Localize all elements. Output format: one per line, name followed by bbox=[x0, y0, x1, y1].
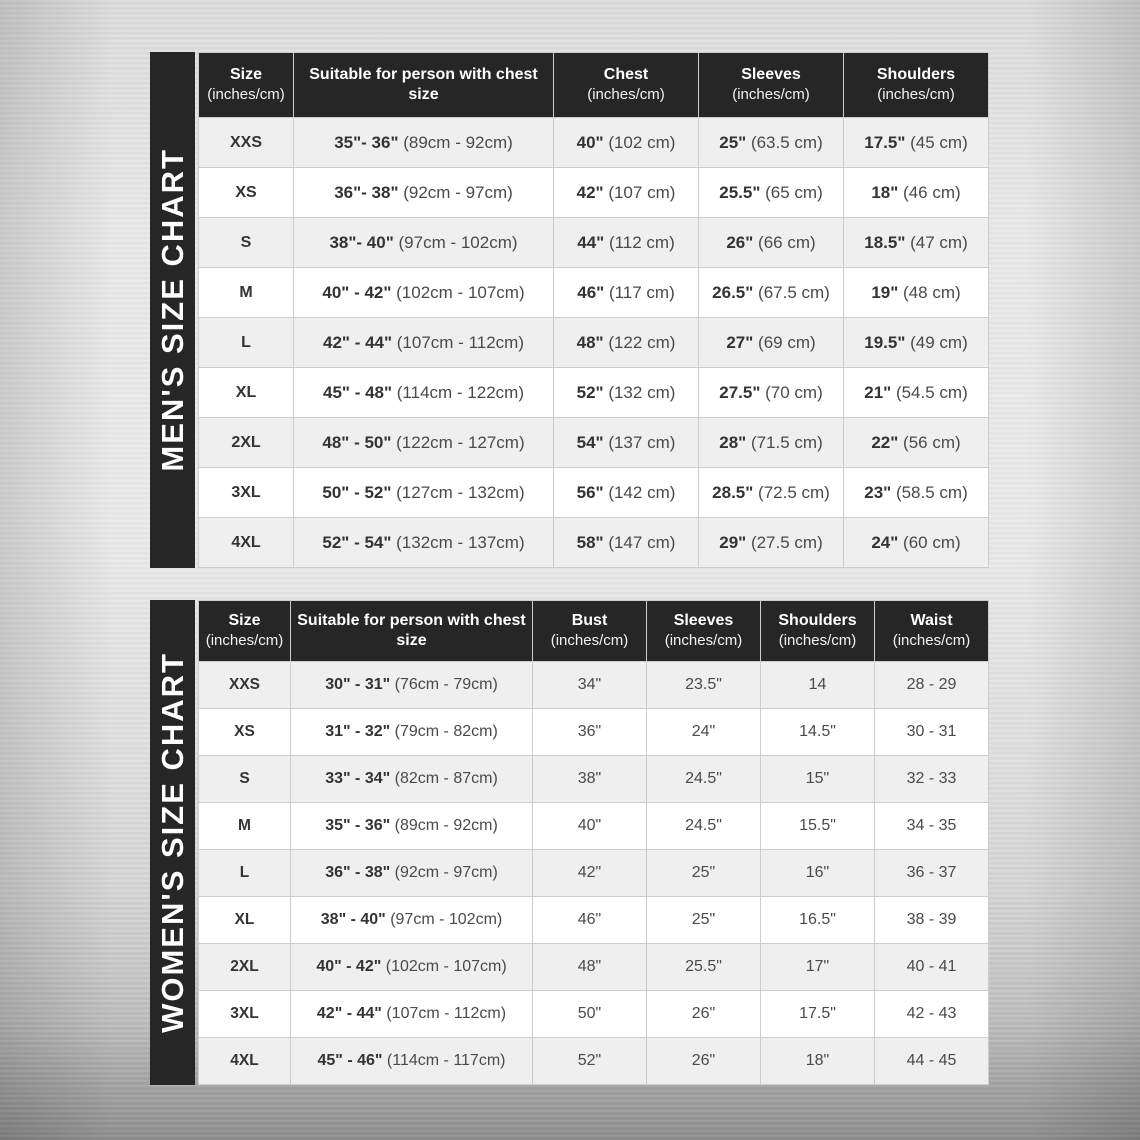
womens-l-size: L bbox=[199, 850, 291, 897]
womens-xs-fit: 31" - 32" (79cm - 82cm) bbox=[291, 709, 533, 756]
mens-l-size: L bbox=[199, 318, 294, 368]
mens-table-header-row bbox=[199, 53, 989, 118]
mens-row-3xl bbox=[199, 468, 989, 518]
womens-l-shoulders: 16" bbox=[761, 850, 875, 897]
womens-row-l bbox=[199, 850, 989, 897]
womens-xs-shoulders: 14.5" bbox=[761, 709, 875, 756]
womens-xs-sleeves: 24" bbox=[647, 709, 761, 756]
mens-header-sleeves: Sleeves (inches/cm) bbox=[699, 53, 844, 118]
mens-l-sleeves: 27" (69 cm) bbox=[699, 318, 844, 368]
mens-row-xxs bbox=[199, 118, 989, 168]
mens-row-l bbox=[199, 318, 989, 368]
mens-row-s bbox=[199, 218, 989, 268]
mens-xxs-shoulders: 17.5" (45 cm) bbox=[844, 118, 989, 168]
mens-xl-sleeves: 27.5" (70 cm) bbox=[699, 368, 844, 418]
womens-3xl-waist: 42 - 43 bbox=[875, 991, 989, 1038]
womens-3xl-shoulders: 17.5" bbox=[761, 991, 875, 1038]
mens-s-shoulders: 18.5" (47 cm) bbox=[844, 218, 989, 268]
womens-xl-waist: 38 - 39 bbox=[875, 897, 989, 944]
mens-3xl-sleeves: 28.5" (72.5 cm) bbox=[699, 468, 844, 518]
womens-row-3xl bbox=[199, 991, 989, 1038]
womens-xxs-waist: 28 - 29 bbox=[875, 662, 989, 709]
mens-xs-chest: 42" (107 cm) bbox=[554, 168, 699, 218]
womens-xl-sleeves: 25" bbox=[647, 897, 761, 944]
womens-3xl-fit: 42" - 44" (107cm - 112cm) bbox=[291, 991, 533, 1038]
mens-xl-fit: 45" - 48" (114cm - 122cm) bbox=[294, 368, 554, 418]
mens-4xl-chest: 58" (147 cm) bbox=[554, 518, 699, 568]
womens-header-bust: Bust (inches/cm) bbox=[533, 601, 647, 662]
womens-xxs-fit: 30" - 31" (76cm - 79cm) bbox=[291, 662, 533, 709]
mens-xxs-chest: 40" (102 cm) bbox=[554, 118, 699, 168]
womens-2xl-bust: 48" bbox=[533, 944, 647, 991]
womens-l-bust: 42" bbox=[533, 850, 647, 897]
womens-m-size: M bbox=[199, 803, 291, 850]
mens-row-2xl bbox=[199, 418, 989, 468]
womens-2xl-sleeves: 25.5" bbox=[647, 944, 761, 991]
mens-xl-shoulders: 21" (54.5 cm) bbox=[844, 368, 989, 418]
womens-xl-shoulders: 16.5" bbox=[761, 897, 875, 944]
womens-header-waist: Waist (inches/cm) bbox=[875, 601, 989, 662]
womens-2xl-fit: 40" - 42" (102cm - 107cm) bbox=[291, 944, 533, 991]
womens-header-shoulders: Shoulders (inches/cm) bbox=[761, 601, 875, 662]
mens-m-sleeves: 26.5" (67.5 cm) bbox=[699, 268, 844, 318]
mens-xs-size: XS bbox=[199, 168, 294, 218]
womens-4xl-waist: 44 - 45 bbox=[875, 1038, 989, 1085]
mens-l-chest: 48" (122 cm) bbox=[554, 318, 699, 368]
womens-l-fit: 36" - 38" (92cm - 97cm) bbox=[291, 850, 533, 897]
mens-4xl-size: 4XL bbox=[199, 518, 294, 568]
womens-header-sleeves: Sleeves (inches/cm) bbox=[647, 601, 761, 662]
mens-row-4xl bbox=[199, 518, 989, 568]
mens-header-fit: Suitable for person with chest size bbox=[294, 53, 554, 118]
mens-header-chest: Chest (inches/cm) bbox=[554, 53, 699, 118]
mens-chart-title: MEN'S SIZE CHART bbox=[154, 148, 190, 472]
mens-s-chest: 44" (112 cm) bbox=[554, 218, 699, 268]
womens-2xl-size: 2XL bbox=[199, 944, 291, 991]
womens-l-sleeves: 25" bbox=[647, 850, 761, 897]
womens-row-s bbox=[199, 756, 989, 803]
mens-header-shoulders: Shoulders (inches/cm) bbox=[844, 53, 989, 118]
mens-row-xs bbox=[199, 168, 989, 218]
mens-xxs-sleeves: 25" (63.5 cm) bbox=[699, 118, 844, 168]
womens-xl-fit: 38" - 40" (97cm - 102cm) bbox=[291, 897, 533, 944]
womens-header-fit: Suitable for person with chest size bbox=[291, 601, 533, 662]
womens-s-size: S bbox=[199, 756, 291, 803]
mens-header-size: Size (inches/cm) bbox=[199, 53, 294, 118]
womens-size-table bbox=[198, 600, 989, 1085]
mens-3xl-chest: 56" (142 cm) bbox=[554, 468, 699, 518]
mens-s-fit: 38"- 40" (97cm - 102cm) bbox=[294, 218, 554, 268]
mens-2xl-sleeves: 28" (71.5 cm) bbox=[699, 418, 844, 468]
womens-row-2xl bbox=[199, 944, 989, 991]
womens-s-fit: 33" - 34" (82cm - 87cm) bbox=[291, 756, 533, 803]
womens-xs-size: XS bbox=[199, 709, 291, 756]
mens-4xl-fit: 52" - 54" (132cm - 137cm) bbox=[294, 518, 554, 568]
mens-xl-size: XL bbox=[199, 368, 294, 418]
mens-xs-shoulders: 18" (46 cm) bbox=[844, 168, 989, 218]
mens-xs-sleeves: 25.5" (65 cm) bbox=[699, 168, 844, 218]
mens-s-sleeves: 26" (66 cm) bbox=[699, 218, 844, 268]
womens-2xl-waist: 40 - 41 bbox=[875, 944, 989, 991]
womens-row-xl bbox=[199, 897, 989, 944]
mens-chart-banner bbox=[150, 52, 195, 568]
womens-m-waist: 34 - 35 bbox=[875, 803, 989, 850]
womens-3xl-size: 3XL bbox=[199, 991, 291, 1038]
mens-3xl-fit: 50" - 52" (127cm - 132cm) bbox=[294, 468, 554, 518]
mens-2xl-shoulders: 22" (56 cm) bbox=[844, 418, 989, 468]
mens-4xl-shoulders: 24" (60 cm) bbox=[844, 518, 989, 568]
womens-s-bust: 38" bbox=[533, 756, 647, 803]
womens-xxs-size: XXS bbox=[199, 662, 291, 709]
mens-4xl-sleeves: 29" (27.5 cm) bbox=[699, 518, 844, 568]
womens-row-4xl bbox=[199, 1038, 989, 1085]
mens-3xl-shoulders: 23" (58.5 cm) bbox=[844, 468, 989, 518]
womens-header-size: Size (inches/cm) bbox=[199, 601, 291, 662]
mens-xxs-size: XXS bbox=[199, 118, 294, 168]
womens-table-header-row bbox=[199, 601, 989, 662]
mens-2xl-chest: 54" (137 cm) bbox=[554, 418, 699, 468]
mens-size-table bbox=[198, 52, 989, 568]
womens-4xl-size: 4XL bbox=[199, 1038, 291, 1085]
womens-s-waist: 32 - 33 bbox=[875, 756, 989, 803]
womens-xxs-shoulders: 14 bbox=[761, 662, 875, 709]
womens-size-chart bbox=[150, 600, 989, 1085]
womens-xs-waist: 30 - 31 bbox=[875, 709, 989, 756]
womens-chart-banner bbox=[150, 600, 195, 1085]
womens-4xl-shoulders: 18" bbox=[761, 1038, 875, 1085]
womens-m-sleeves: 24.5" bbox=[647, 803, 761, 850]
womens-s-sleeves: 24.5" bbox=[647, 756, 761, 803]
mens-xs-fit: 36"- 38" (92cm - 97cm) bbox=[294, 168, 554, 218]
mens-size-chart bbox=[150, 52, 989, 568]
womens-l-waist: 36 - 37 bbox=[875, 850, 989, 897]
mens-2xl-fit: 48" - 50" (122cm - 127cm) bbox=[294, 418, 554, 468]
womens-chart-title: WOMEN'S SIZE CHART bbox=[154, 652, 190, 1033]
mens-xxs-fit: 35"- 36" (89cm - 92cm) bbox=[294, 118, 554, 168]
womens-3xl-sleeves: 26" bbox=[647, 991, 761, 1038]
mens-s-size: S bbox=[199, 218, 294, 268]
womens-m-fit: 35" - 36" (89cm - 92cm) bbox=[291, 803, 533, 850]
mens-m-fit: 40" - 42" (102cm - 107cm) bbox=[294, 268, 554, 318]
womens-row-m bbox=[199, 803, 989, 850]
womens-xl-bust: 46" bbox=[533, 897, 647, 944]
womens-row-xxs bbox=[199, 662, 989, 709]
mens-row-xl bbox=[199, 368, 989, 418]
womens-row-xs bbox=[199, 709, 989, 756]
mens-2xl-size: 2XL bbox=[199, 418, 294, 468]
mens-l-fit: 42" - 44" (107cm - 112cm) bbox=[294, 318, 554, 368]
mens-l-shoulders: 19.5" (49 cm) bbox=[844, 318, 989, 368]
mens-m-shoulders: 19" (48 cm) bbox=[844, 268, 989, 318]
womens-m-bust: 40" bbox=[533, 803, 647, 850]
womens-xxs-sleeves: 23.5" bbox=[647, 662, 761, 709]
womens-3xl-bust: 50" bbox=[533, 991, 647, 1038]
womens-4xl-fit: 45" - 46" (114cm - 117cm) bbox=[291, 1038, 533, 1085]
womens-xs-bust: 36" bbox=[533, 709, 647, 756]
mens-3xl-size: 3XL bbox=[199, 468, 294, 518]
womens-4xl-bust: 52" bbox=[533, 1038, 647, 1085]
womens-xxs-bust: 34" bbox=[533, 662, 647, 709]
womens-4xl-sleeves: 26" bbox=[647, 1038, 761, 1085]
mens-m-chest: 46" (117 cm) bbox=[554, 268, 699, 318]
mens-xl-chest: 52" (132 cm) bbox=[554, 368, 699, 418]
womens-xl-size: XL bbox=[199, 897, 291, 944]
mens-m-size: M bbox=[199, 268, 294, 318]
womens-s-shoulders: 15" bbox=[761, 756, 875, 803]
mens-row-m bbox=[199, 268, 989, 318]
womens-2xl-shoulders: 17" bbox=[761, 944, 875, 991]
womens-m-shoulders: 15.5" bbox=[761, 803, 875, 850]
